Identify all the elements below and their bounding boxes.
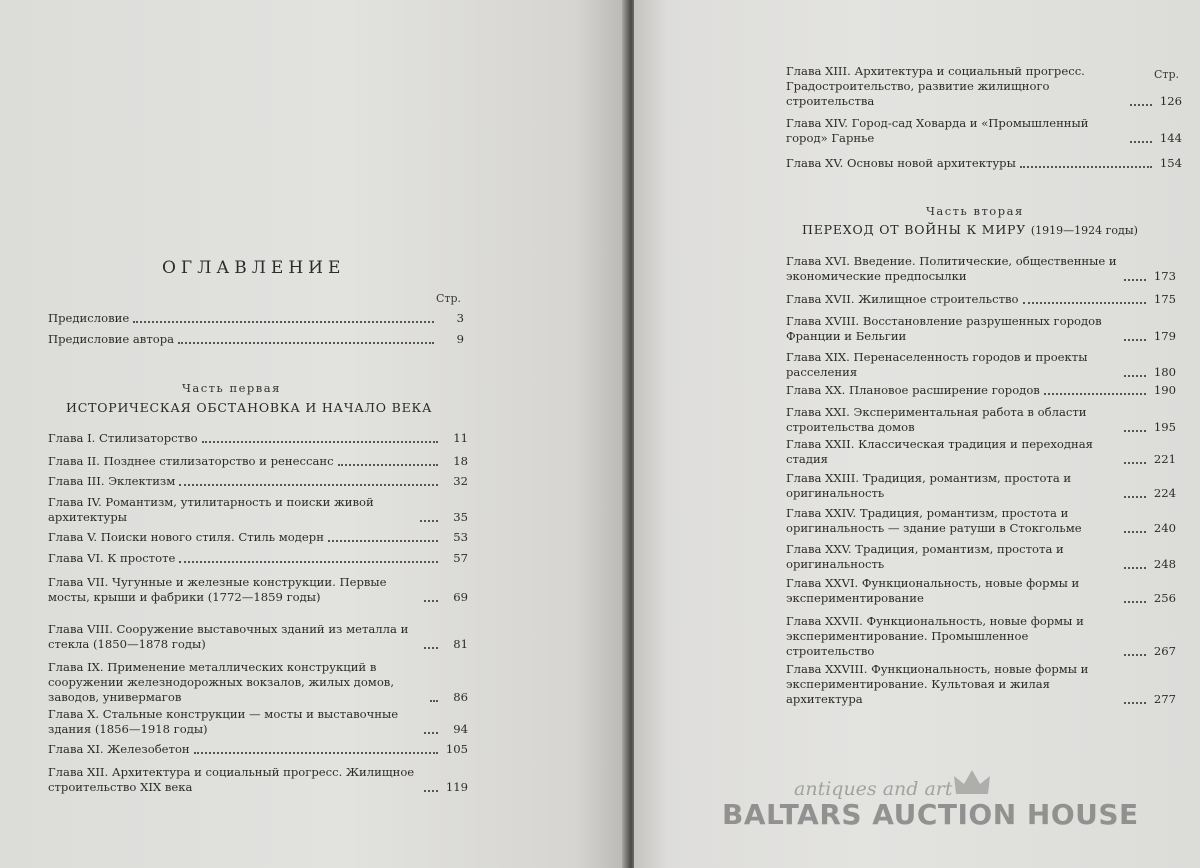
part-heading — [802, 222, 1138, 237]
dot-leader — [1130, 140, 1152, 143]
part-label: Часть вторая — [926, 204, 1024, 218]
entry-page: 35 — [453, 510, 468, 524]
entry-page: 126 — [1159, 94, 1182, 108]
entry-page: 3 — [456, 311, 464, 325]
toc-entry — [48, 311, 464, 326]
entry-title: Глава XXI. Экспериментальная работа в области строительства домов — [786, 405, 1087, 434]
entry-page: 105 — [445, 742, 468, 756]
entry-page: 154 — [1159, 156, 1182, 170]
entry-page: 180 — [1153, 365, 1176, 379]
toc-entry — [48, 530, 468, 545]
toc-entry — [48, 765, 468, 795]
entry-title: Глава XXIV. Традиция, романтизм, простота и оригинальность — здание ратуши в Стокгольме — [786, 506, 1082, 535]
dot-leader — [1130, 103, 1152, 106]
dot-leader — [1124, 701, 1146, 704]
dot-leader — [1124, 429, 1146, 432]
toc-entry — [48, 742, 468, 757]
entry-page: 18 — [453, 454, 468, 468]
dot-leader — [1044, 392, 1146, 395]
toc-entry — [786, 116, 1182, 146]
entry-title: Глава XI. Железобетон — [48, 742, 190, 756]
entry-page: 277 — [1153, 692, 1176, 706]
toc-entry — [786, 471, 1176, 501]
entry-title: Глава XIV. Город-сад Ховарда и «Промышленный город» Гарнье — [786, 116, 1089, 145]
toc-entry — [786, 64, 1182, 109]
dot-leader — [1124, 461, 1146, 464]
entry-page: 224 — [1153, 486, 1176, 500]
toc-entry — [48, 575, 468, 605]
page-column-label: Стр. — [436, 292, 462, 305]
dot-leader — [338, 463, 438, 466]
entry-title: Глава XIX. Перенаселенность городов и проекты расселения — [786, 350, 1088, 379]
dot-leader — [194, 751, 438, 754]
toc-entry — [48, 707, 468, 737]
entry-title: Глава VII. Чугунные и железные конструкции. Первые мосты, крыши и фабрики (1772—1859 годы) — [48, 575, 387, 604]
toc-entry — [786, 576, 1176, 606]
entry-page: 81 — [453, 637, 468, 651]
toc-title: ОГЛАВЛЕНИЕ — [162, 258, 346, 278]
entry-title: Глава IX. Применение металлических конструкций в сооружении железнодорожных вокзалов, жилых домов, заводов, универмагов — [48, 660, 395, 704]
entry-title: Глава XV. Основы новой архитектуры — [786, 156, 1016, 170]
entry-title: Глава II. Позднее стилизаторство и ренессанс — [48, 454, 334, 468]
toc-entry — [786, 383, 1176, 398]
toc-entry — [48, 332, 464, 347]
entry-title: Глава XXIII. Традиция, романтизм, простота и оригинальность — [786, 471, 1072, 500]
entry-page: 57 — [453, 551, 468, 565]
entry-title: Предисловие автора — [48, 332, 175, 346]
toc-entry — [786, 314, 1176, 344]
part-heading-text: ПЕРЕХОД ОТ ВОЙНЫ К МИРУ — [802, 222, 1027, 237]
toc-entry — [786, 614, 1176, 659]
toc-entry — [48, 660, 468, 705]
dot-leader — [328, 539, 438, 542]
entry-page: 240 — [1153, 521, 1176, 535]
watermark-brand: BALTARS AUCTION HOUSE — [722, 798, 1139, 831]
entry-page: 9 — [456, 332, 464, 346]
entry-page: 53 — [453, 530, 468, 544]
dot-leader — [178, 341, 434, 344]
dot-leader — [1124, 566, 1146, 569]
entry-page: 94 — [453, 722, 468, 736]
entry-title: Глава XVIII. Восстановление разрушенных городов Франции и Бельгии — [786, 314, 1102, 343]
entry-title: Глава IV. Романтизм, утилитарность и поиски живой архитектуры — [48, 495, 374, 524]
dot-leader — [1020, 165, 1152, 168]
dot-leader — [1124, 278, 1146, 281]
dot-leader — [430, 699, 438, 702]
entry-title: Глава I. Стилизаторство — [48, 431, 198, 445]
entry-page: 144 — [1159, 131, 1182, 145]
part-heading-years: (1919—1924 годы) — [1030, 224, 1138, 237]
entry-page: 175 — [1153, 292, 1176, 306]
entry-title: Глава X. Стальные конструкции — мосты и выставочные здания (1856—1918 годы) — [48, 707, 399, 736]
entry-page: 69 — [453, 590, 468, 604]
entry-page: 195 — [1153, 420, 1176, 434]
entry-page: 190 — [1153, 383, 1176, 397]
entry-page: 11 — [453, 431, 468, 445]
entry-page: 32 — [453, 474, 468, 488]
entry-title: Глава XII. Архитектура и социальный прогресс. Жилищное строительство XIX века — [48, 765, 415, 794]
entry-page: 173 — [1153, 269, 1176, 283]
watermark-tagline: antiques and art — [794, 778, 953, 800]
crown-icon — [952, 768, 992, 802]
dot-leader — [133, 320, 434, 323]
entry-page: 267 — [1153, 644, 1176, 658]
toc-entry — [786, 292, 1176, 307]
entry-title: Глава XXVI. Функциональность, новые формы и экспериментирование — [786, 576, 1080, 605]
entry-page: 119 — [445, 780, 468, 794]
toc-entry — [48, 622, 468, 652]
toc-entry — [48, 495, 468, 525]
entry-page: 221 — [1153, 452, 1176, 466]
entry-title: Глава VIII. Сооружение выставочных зданий из металла и стекла (1850—1878 годы) — [48, 622, 409, 651]
page-column-label: Стр. — [1154, 68, 1180, 81]
entry-title: Глава VI. К простоте — [48, 551, 176, 565]
toc-entry — [48, 551, 468, 566]
part-heading: ИСТОРИЧЕСКАЯ ОБСТАНОВКА И НАЧАЛО ВЕКА — [66, 400, 433, 415]
toc-entry — [48, 431, 468, 446]
entry-title: Глава V. Поиски нового стиля. Стиль модерн — [48, 530, 324, 544]
dot-leader — [1124, 600, 1146, 603]
dot-leader — [424, 646, 438, 649]
toc-entry — [786, 156, 1182, 171]
entry-title: Глава XXV. Традиция, романтизм, простота и оригинальность — [786, 542, 1064, 571]
dot-leader — [1124, 374, 1146, 377]
dot-leader — [1023, 301, 1146, 304]
entry-title: Глава XX. Плановое расширение городов — [786, 383, 1040, 397]
dot-leader — [424, 599, 438, 602]
entry-title: Предисловие — [48, 311, 130, 325]
entry-title: Глава XVI. Введение. Политические, общественные и экономические предпосылки — [786, 254, 1117, 283]
entry-title: Глава XXII. Классическая традиция и переходная стадия — [786, 437, 1093, 466]
toc-entry — [786, 254, 1176, 284]
dot-leader — [179, 560, 438, 563]
entry-page: 86 — [453, 690, 468, 704]
entry-title: Глава III. Эклектизм — [48, 474, 176, 488]
dot-leader — [424, 789, 438, 792]
dot-leader — [1124, 338, 1146, 341]
toc-entry — [786, 506, 1176, 536]
entry-page: 256 — [1153, 591, 1176, 605]
entry-title: Глава XXVIII. Функциональность, новые формы и экспериментирование. Культовая и жилая архитектура — [786, 662, 1089, 706]
dot-leader — [424, 731, 438, 734]
entry-page: 179 — [1153, 329, 1176, 343]
toc-entry — [786, 662, 1176, 707]
entry-title: Глава XIII. Архитектура и социальный прогресс. Градостроительство, развитие жилищного строительства — [786, 64, 1085, 108]
entry-title: Глава XVII. Жилищное строительство — [786, 292, 1019, 306]
dot-leader — [1124, 495, 1146, 498]
dot-leader — [1124, 530, 1146, 533]
right-page — [634, 0, 1200, 868]
toc-entry — [786, 350, 1176, 380]
toc-entry — [48, 474, 468, 489]
dot-leader — [1124, 653, 1146, 656]
entry-page: 248 — [1153, 557, 1176, 571]
entry-title: Глава XXVII. Функциональность, новые формы и экспериментирование. Промышленное строительство — [786, 614, 1084, 658]
toc-entry — [786, 405, 1176, 435]
dot-leader — [202, 440, 438, 443]
toc-entry — [786, 437, 1176, 467]
toc-entry — [48, 454, 468, 469]
toc-entry — [786, 542, 1176, 572]
dot-leader — [179, 483, 438, 486]
dot-leader — [420, 519, 438, 522]
part-label: Часть первая — [182, 381, 281, 395]
